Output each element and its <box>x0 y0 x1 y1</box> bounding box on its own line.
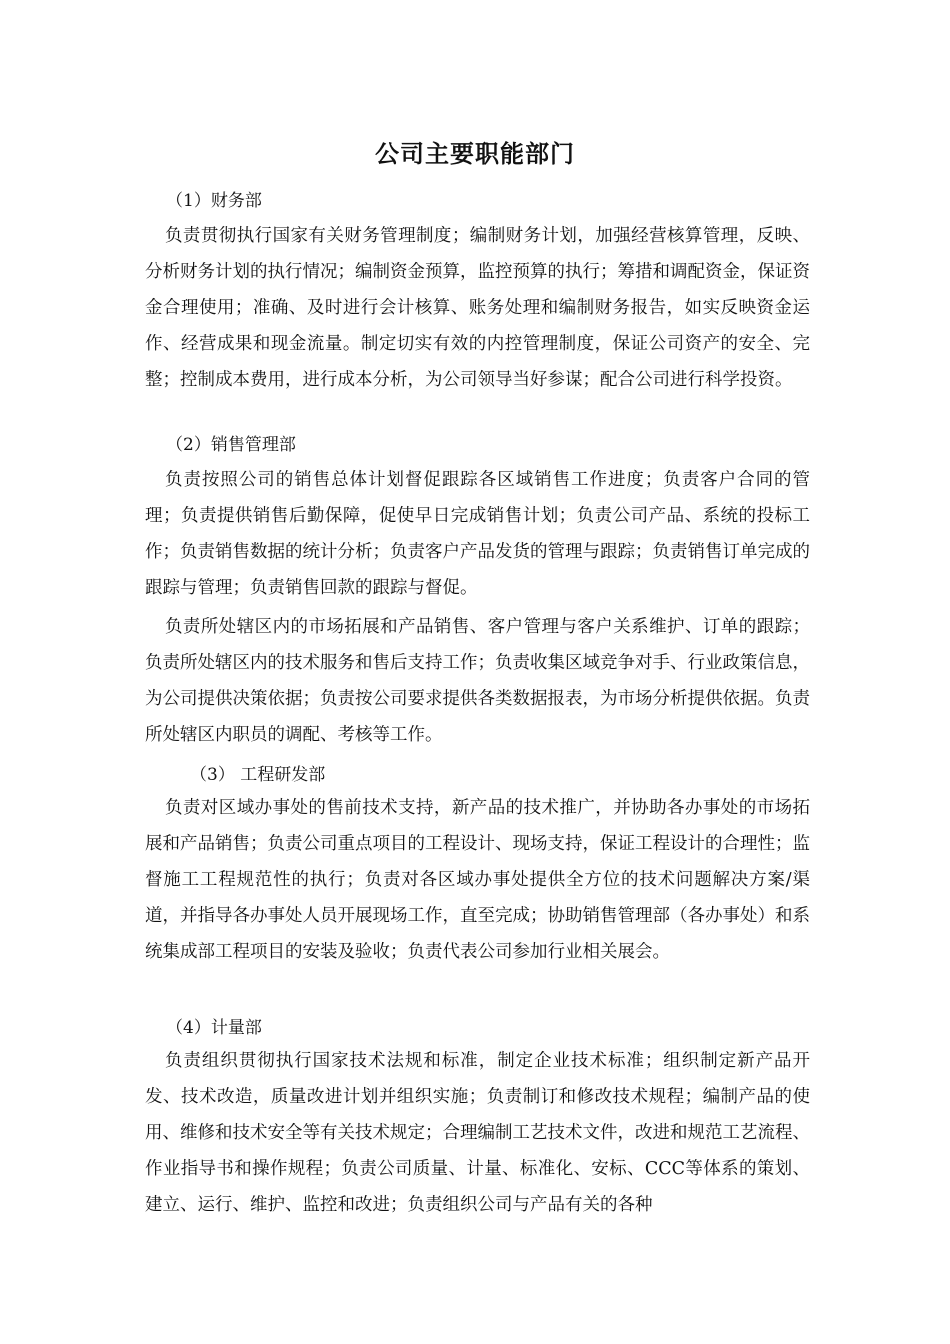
section-paragraph-sales-1: 负责按照公司的销售总体计划督促跟踪各区域销售工作进度；负责客户合同的管理；负责提供销售后勤保障，促使早日完成销售计划；负责公司产品、系统的投标工作；负责销售数据的统计分析；负责客户产品发货的管理与跟踪；负责销售订单完成的跟踪与管理；负责销售回款的跟踪与督促。 <box>145 470 810 598</box>
section-heading-metrology: （4）计量部 <box>166 1018 262 1038</box>
document-title: 公司主要职能部门 <box>375 139 575 168</box>
section-paragraph-metrology: 负责组织贯彻执行国家技术法规和标准，制定企业技术标准；组织制定新产品开发、技术改造，质量改进计划并组织实施；负责制订和修改技术规程；编制产品的使用、维修和技术安全等有关技术规定；合理编制工艺技术文件，改进和规范工艺流程、作业指导书和操作规程；负责公司质量、计量、标准化、安标、CCC等体系的策划、建立、运行、维护、监控和改进；负责组织公司与产品有关的各种 <box>145 1051 810 1215</box>
section-heading-sales: （2）销售管理部 <box>166 435 296 455</box>
section-heading-engineering: （3） 工程研发部 <box>190 765 326 785</box>
section-paragraph-finance: 负责贯彻执行国家有关财务管理制度；编制财务计划，加强经营核算管理，反映、分析财务计划的执行情况；编制资金预算，监控预算的执行；筹措和调配资金，保证资金合理使用；准确、及时进行会计核算、账务处理和编制财务报告，如实反映资金运作、经营成果和现金流量。制定切实有效的内控管理制度，保证公司资产的安全、完整；控制成本费用，进行成本分析，为公司领导当好参谋；配合公司进行科学投资。 <box>145 226 810 390</box>
section-heading-finance: （1）财务部 <box>166 191 262 211</box>
section-paragraph-sales-2: 负责所处辖区内的市场拓展和产品销售、客户管理与客户关系维护、订单的跟踪；负责所处辖区内的技术服务和售后支持工作；负责收集区域竞争对手、行业政策信息，为公司提供决策依据；负责按公司要求提供各类数据报表，为市场分析提供依据。负责所处辖区内职员的调配、考核等工作。 <box>145 617 810 745</box>
section-paragraph-engineering: 负责对区域办事处的售前技术支持，新产品的技术推广，并协助各办事处的市场拓展和产品销售；负责公司重点项目的工程设计、现场支持，保证工程设计的合理性；监督施工工程规范性的执行；负责对各区域办事处提供全方位的技术问题解决方案/渠道，并指导各办事处人员开展现场工作，直至完成；协助销售管理部（各办事处）和系统集成部工程项目的安装及验收；负责代表公司参加行业相关展会。 <box>145 798 810 962</box>
